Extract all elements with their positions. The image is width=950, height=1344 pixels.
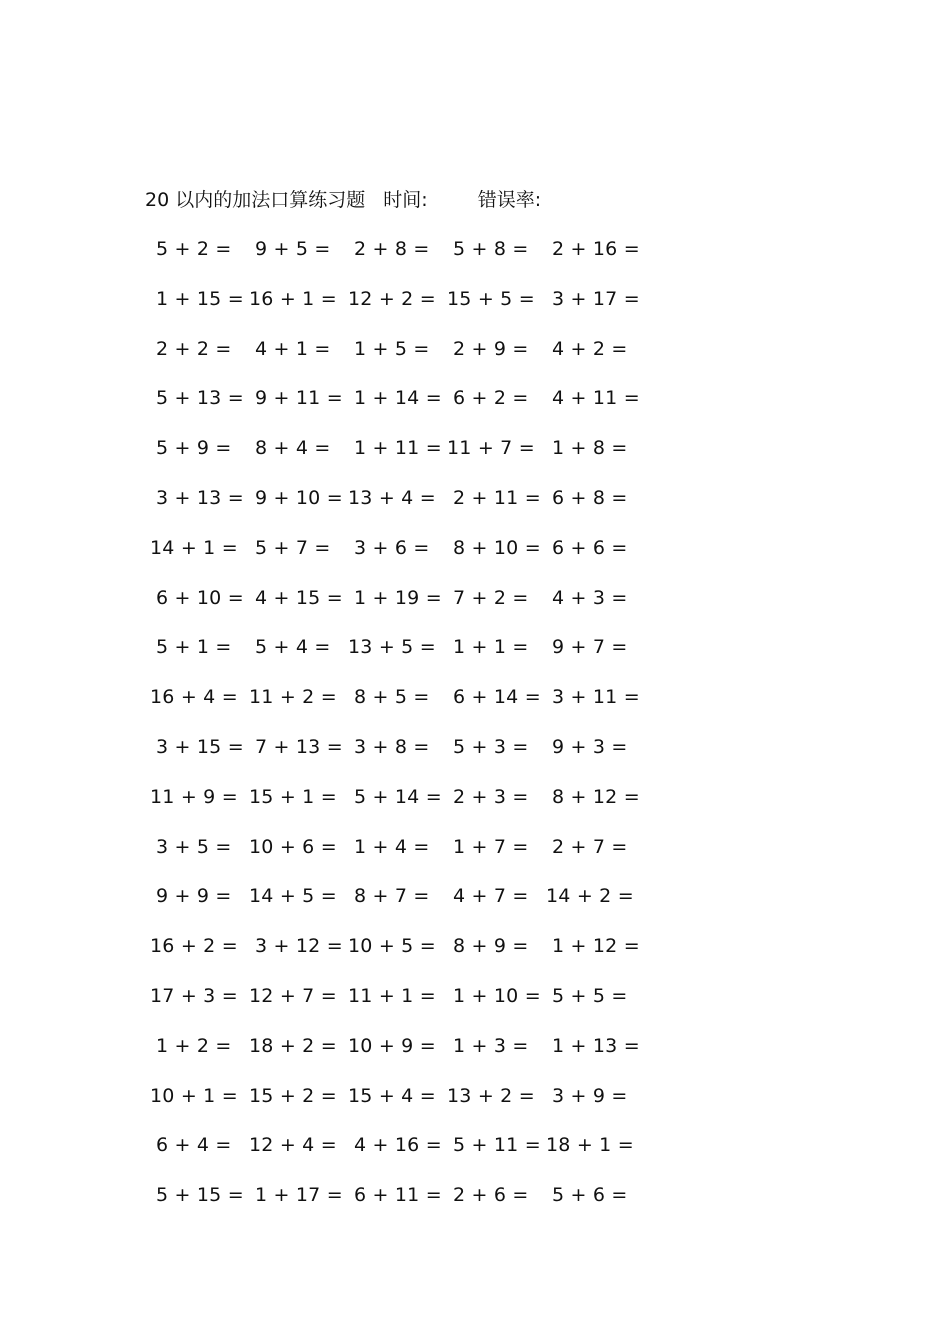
problem-r12-c4: 2 + 3 =: [453, 785, 529, 808]
problem-r11-c1: 3 + 15 =: [156, 736, 244, 758]
problem-r20-c3: 6 + 11 =: [354, 1184, 442, 1207]
problem-r16-c5: 5 + 5 =: [552, 985, 628, 1007]
problem-r10-c1: 16 + 4 =: [150, 686, 238, 709]
problem-r10-c5: 3 + 11 =: [552, 686, 640, 709]
problem-r13-c1: 3 + 5 =: [156, 835, 232, 858]
problem-r18-c3: 15 + 4 =: [348, 1084, 436, 1107]
problem-r8-c2: 4 + 15 =: [255, 586, 343, 609]
problem-r8-c1: 6 + 10 =: [156, 586, 244, 609]
problem-r16-c1: 17 + 3 =: [150, 985, 238, 1007]
problem-r10-c3: 8 + 5 =: [354, 686, 430, 709]
problem-r3-c5: 4 + 2 =: [552, 337, 628, 360]
problem-r1-c1: 5 + 2 =: [156, 238, 232, 260]
problem-r15-c4: 8 + 9 =: [453, 935, 529, 958]
problem-r4-c2: 9 + 11 =: [255, 387, 343, 410]
problem-r17-c1: 1 + 2 =: [156, 1034, 232, 1057]
problem-r4-c4: 6 + 2 =: [453, 387, 529, 410]
problem-r7-c5: 6 + 6 =: [552, 536, 628, 559]
problem-r2-c3: 12 + 2 =: [348, 287, 436, 310]
problem-r13-c5: 2 + 7 =: [552, 835, 628, 858]
problem-r5-c3: 1 + 11 =: [354, 437, 442, 460]
problem-r15-c3: 10 + 5 =: [348, 935, 436, 958]
problem-r3-c3: 1 + 5 =: [354, 337, 430, 360]
problem-r9-c5: 9 + 7 =: [552, 636, 628, 659]
problem-r2-c5: 3 + 17 =: [552, 287, 640, 310]
problem-r9-c1: 5 + 1 =: [156, 636, 232, 659]
problem-r14-c1: 9 + 9 =: [156, 885, 232, 908]
problem-r16-c2: 12 + 7 =: [249, 985, 337, 1007]
problem-r17-c2: 18 + 2 =: [249, 1034, 337, 1057]
problem-r17-c3: 10 + 9 =: [348, 1034, 436, 1057]
problem-r18-c5: 3 + 9 =: [552, 1084, 628, 1107]
problem-r20-c4: 2 + 6 =: [453, 1184, 529, 1207]
problem-r15-c1: 16 + 2 =: [150, 935, 238, 958]
problem-r5-c4: 11 + 7 =: [447, 437, 535, 460]
problem-r14-c2: 14 + 5 =: [249, 885, 337, 908]
problem-r19-c1: 6 + 4 =: [156, 1134, 232, 1157]
problem-r18-c1: 10 + 1 =: [150, 1084, 238, 1107]
problem-r11-c2: 7 + 13 =: [255, 736, 343, 758]
problem-r2-c2: 16 + 1 =: [249, 287, 337, 310]
problem-r1-c3: 2 + 8 =: [354, 238, 430, 260]
problem-r9-c3: 13 + 5 =: [348, 636, 436, 659]
problem-r14-c4: 4 + 7 =: [453, 885, 529, 908]
problem-r6-c3: 13 + 4 =: [348, 487, 436, 509]
problem-r20-c2: 1 + 17 =: [255, 1184, 343, 1207]
problem-r16-c3: 11 + 1 =: [348, 985, 436, 1007]
problem-r9-c2: 5 + 4 =: [255, 636, 331, 659]
worksheet-title: 20 以内的加法口算练习题: [145, 189, 366, 211]
problem-r12-c1: 11 + 9 =: [150, 785, 238, 808]
problem-r3-c1: 2 + 2 =: [156, 337, 232, 360]
problem-r5-c5: 1 + 8 =: [552, 437, 628, 460]
problem-r1-c2: 9 + 5 =: [255, 238, 331, 260]
problem-r14-c3: 8 + 7 =: [354, 885, 430, 908]
problem-r1-c5: 2 + 16 =: [552, 238, 640, 260]
problem-r11-c3: 3 + 8 =: [354, 736, 430, 758]
problem-r12-c3: 5 + 14 =: [354, 785, 442, 808]
problem-r6-c5: 6 + 8 =: [552, 487, 628, 509]
problem-r15-c5: 1 + 12 =: [552, 935, 640, 958]
problem-r11-c5: 9 + 3 =: [552, 736, 628, 758]
problem-r15-c2: 3 + 12 =: [255, 935, 343, 958]
problem-r3-c4: 2 + 9 =: [453, 337, 529, 360]
problem-r19-c4: 5 + 11 =: [453, 1134, 541, 1157]
time-label: 时间:: [383, 189, 428, 211]
problem-r4-c5: 4 + 11 =: [552, 387, 640, 410]
problem-r20-c1: 5 + 15 =: [156, 1184, 244, 1207]
problem-r16-c4: 1 + 10 =: [453, 985, 541, 1007]
problem-r7-c1: 14 + 1 =: [150, 536, 238, 559]
problem-r19-c3: 4 + 16 =: [354, 1134, 442, 1157]
problem-r8-c4: 7 + 2 =: [453, 586, 529, 609]
problem-r19-c2: 12 + 4 =: [249, 1134, 337, 1157]
problem-r4-c1: 5 + 13 =: [156, 387, 244, 410]
problem-r18-c2: 15 + 2 =: [249, 1084, 337, 1107]
problem-r17-c4: 1 + 3 =: [453, 1034, 529, 1057]
problem-r19-c5: 18 + 1 =: [546, 1134, 634, 1157]
problem-r2-c1: 1 + 15 =: [156, 287, 244, 310]
problem-r17-c5: 1 + 13 =: [552, 1034, 640, 1057]
problem-r13-c2: 10 + 6 =: [249, 835, 337, 858]
problem-r3-c2: 4 + 1 =: [255, 337, 331, 360]
problem-r1-c4: 5 + 8 =: [453, 238, 529, 260]
problem-r13-c4: 1 + 7 =: [453, 835, 529, 858]
problem-r9-c4: 1 + 1 =: [453, 636, 529, 659]
problem-r5-c2: 8 + 4 =: [255, 437, 331, 460]
problem-r7-c2: 5 + 7 =: [255, 536, 331, 559]
problem-r12-c5: 8 + 12 =: [552, 785, 640, 808]
problem-r5-c1: 5 + 9 =: [156, 437, 232, 460]
problem-r13-c3: 1 + 4 =: [354, 835, 430, 858]
problem-r8-c3: 1 + 19 =: [354, 586, 442, 609]
problem-r10-c2: 11 + 2 =: [249, 686, 337, 709]
problem-r8-c5: 4 + 3 =: [552, 586, 628, 609]
error-rate-label: 错误率:: [477, 189, 542, 211]
problem-r7-c3: 3 + 6 =: [354, 536, 430, 559]
problem-r6-c4: 2 + 11 =: [453, 487, 541, 509]
problem-r20-c5: 5 + 6 =: [552, 1184, 628, 1207]
problem-r4-c3: 1 + 14 =: [354, 387, 442, 410]
problem-r2-c4: 15 + 5 =: [447, 287, 535, 310]
problem-r6-c1: 3 + 13 =: [156, 487, 244, 509]
problem-r10-c4: 6 + 14 =: [453, 686, 541, 709]
problem-r12-c2: 15 + 1 =: [249, 785, 337, 808]
problem-r6-c2: 9 + 10 =: [255, 487, 343, 509]
problem-r11-c4: 5 + 3 =: [453, 736, 529, 758]
problem-r14-c5: 14 + 2 =: [546, 885, 634, 908]
problem-r18-c4: 13 + 2 =: [447, 1084, 535, 1107]
problem-r7-c4: 8 + 10 =: [453, 536, 541, 559]
